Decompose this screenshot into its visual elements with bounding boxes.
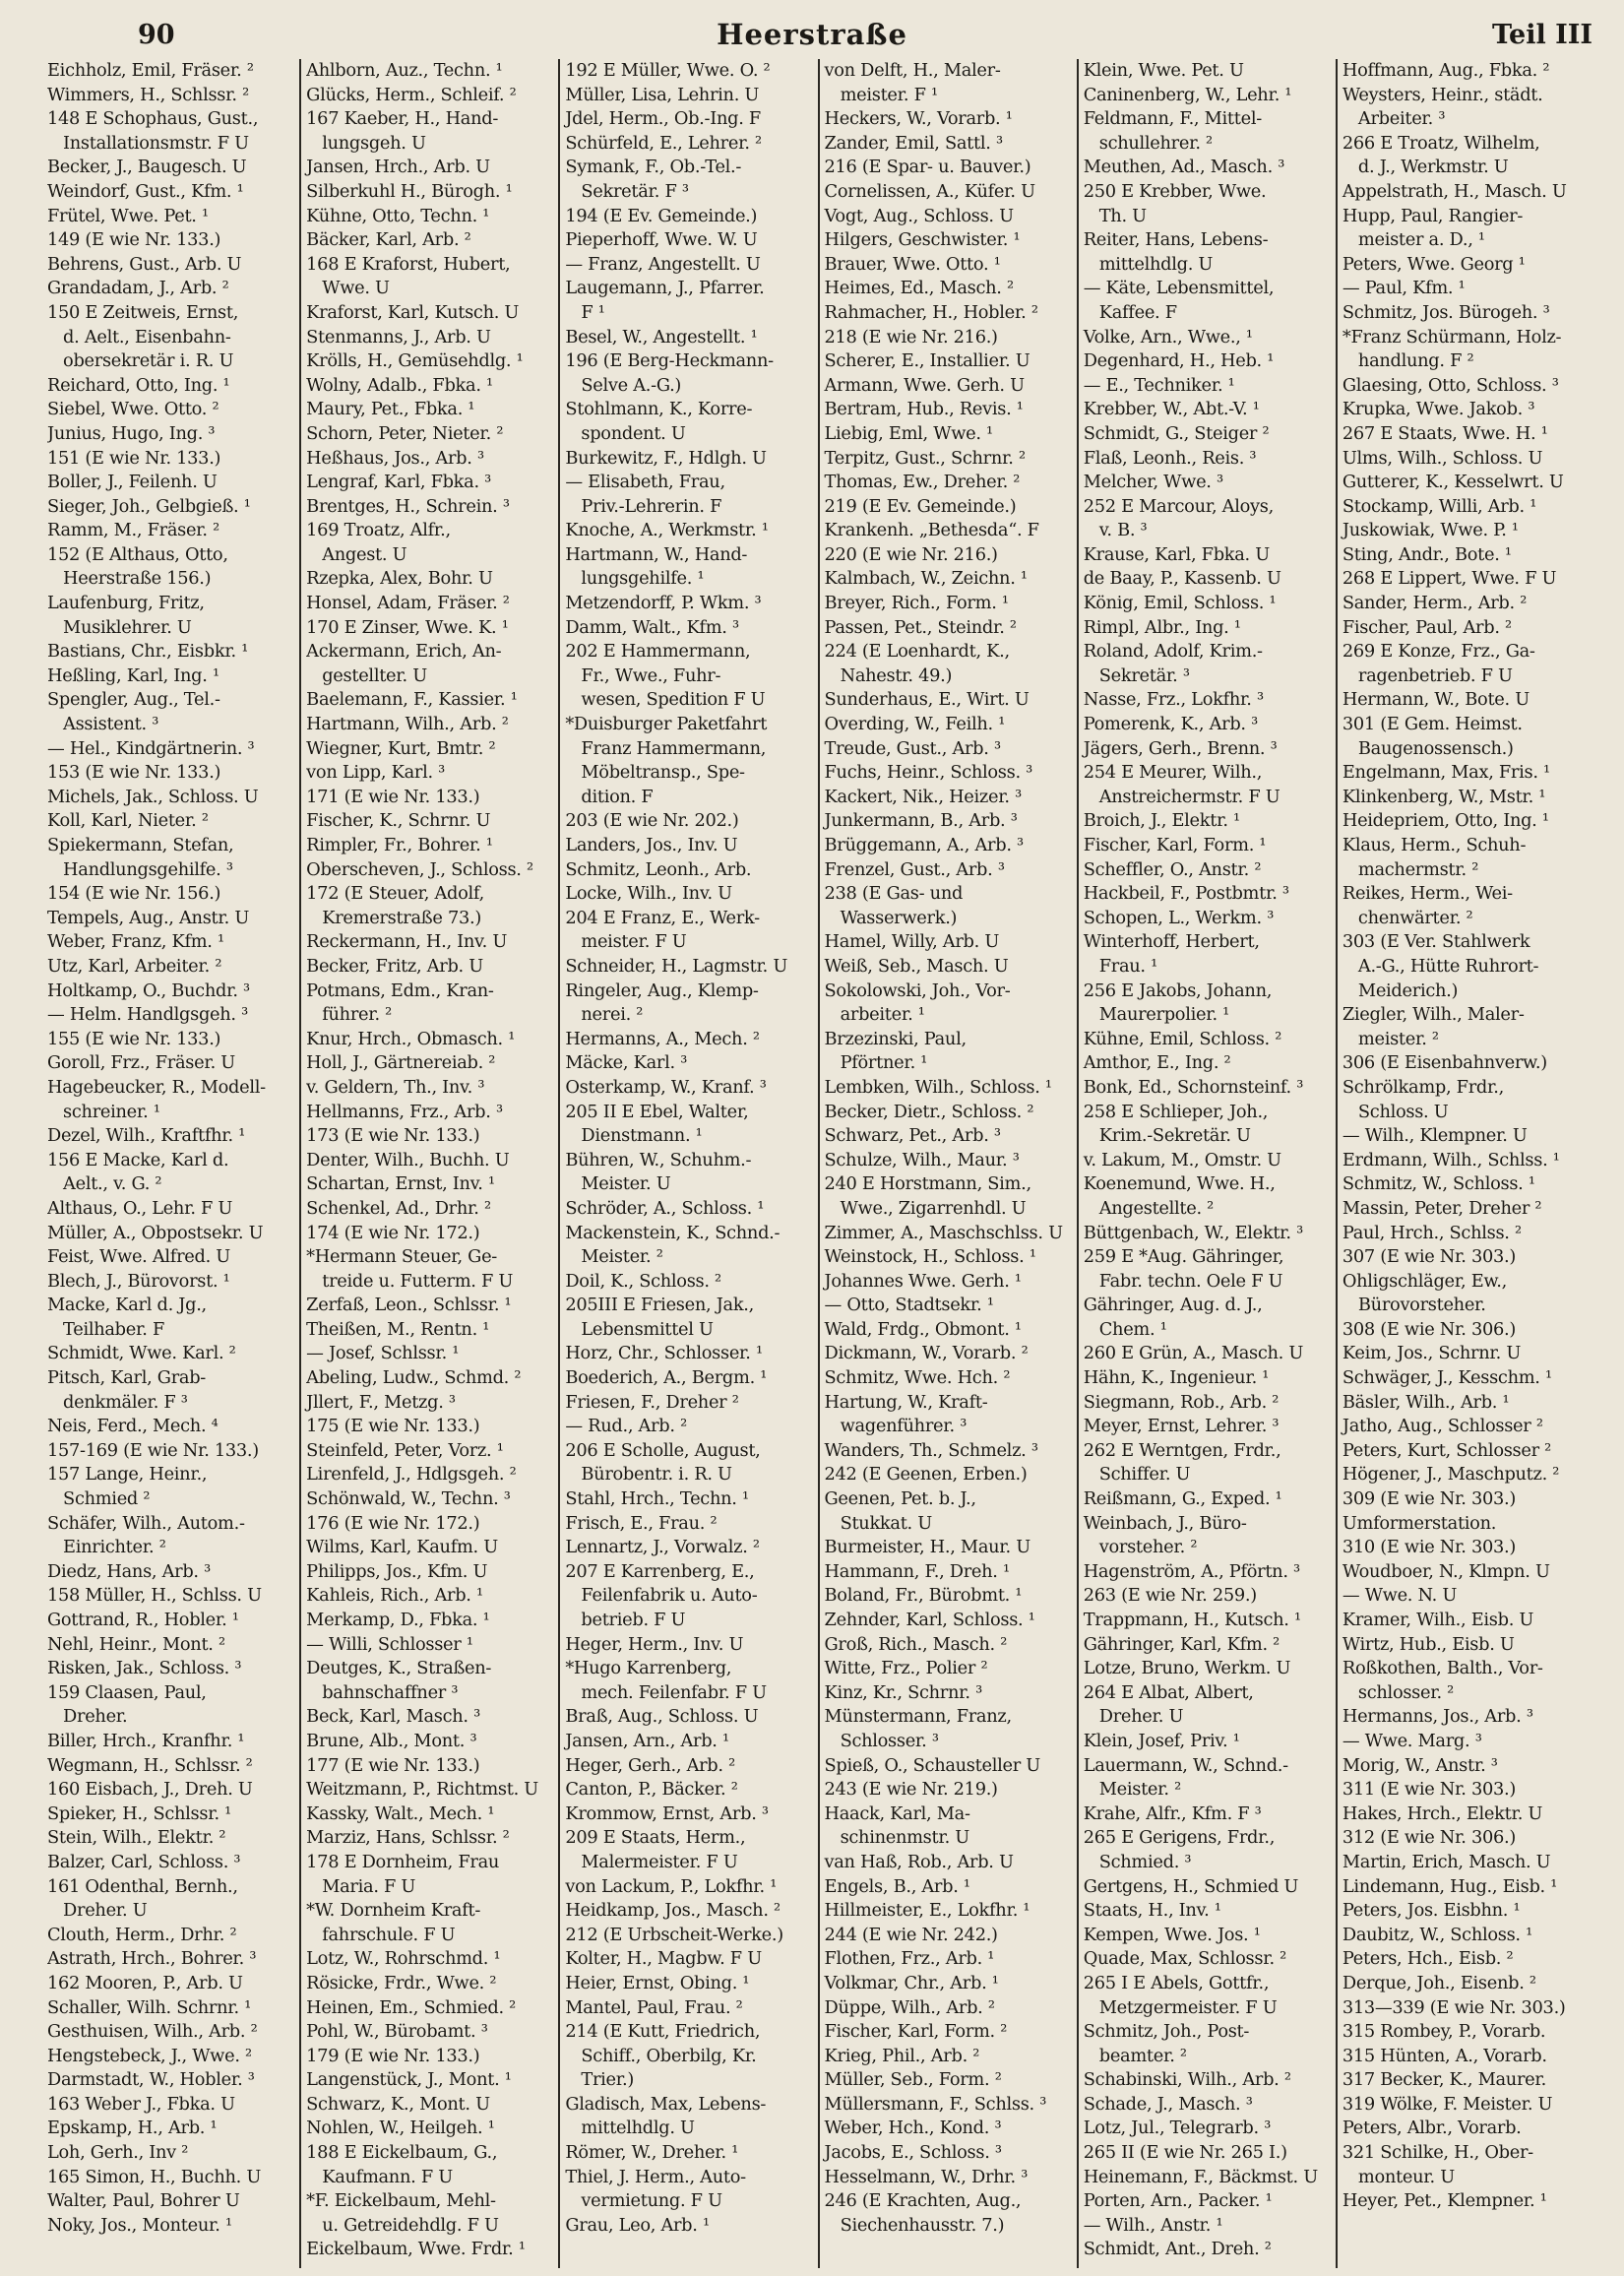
page-header xyxy=(0,16,1624,57)
directory-column-1 xyxy=(47,59,299,2268)
directory-column-5 xyxy=(1077,59,1336,2268)
directory-columns xyxy=(47,59,1594,2268)
directory-column-4 xyxy=(818,59,1077,2268)
column-5-entries: Klein, Wwe. Pet. U Caninenberg, W., Lehr. ¹ Feldmann, F., Mittel- schullehrer. ² Meuthen, Ad., Masch. ³ 250 E Krebber, Wwe. Th. U Reiter, Hans, Lebens- mittelhdlg. U — Käte, Lebensmittel, Kaffee. F Volke, Arn., Wwe., ¹ Degenhard, H., Heb. ¹ — E., Techniker. ¹ Krebber, W., Abt.-V. ¹ Schmidt, G., Steiger ² Flaß, Leonh., Reis. ³ Melcher, Wwe. ³ 252 E Marcour, Aloys, v. B. ³ Krause, Karl, Fbka. U de Baay, P., Kassenb. U König, Emil, Schloss. ¹ Rimpl, Albr., Ing. ¹ Roland, Adolf, Krim.- Sekretär. ³ Nasse, Frz., Lokfhr. ³ Pomerenk, K., Arb. ³ Jägers, Gerh., Brenn. ³ 254 E Meurer, Wilh., Anstreichermstr. F U Broich, J., Elektr. ¹ Fischer, Karl, Form. ¹ Scheffler, O., Anstr. ² Hackbeil, F., Postbmtr. ³ Schopen, L., Werkm. ³ Winterhoff, Herbert, Frau. ¹ 256 E Jakobs, Johann, Maurerpolier. ¹ Kühne, Emil, Schloss. ² Amthor, E., Ing. ² Bonk, Ed., Schornsteinf. ³ 258 E Schlieper, Joh., Krim.-Sekretär. U v. Lakum, M., Omstr. U Koenemund, Wwe. H., Angestellte. ² Büttgenbach, W., Elektr. ³ 259 E *Aug. Gähringer, Fabr. techn. Oele F U Gähringer, Aug. d. J., Chem. ¹ 260 E Grün, A., Masch. U Hähn, K., Ingenieur. ¹ Siegmann, Rob., Arb. ² Meyer, Ernst, Lehrer. ³ 262 E Werntgen, Frdr., Schiffer. U Reißmann, G., Exped. ¹ Weinbach, J., Büro- vorsteher. ² Hagenström, A., Pförtn. ³ 263 (E wie Nr. 259.) Trappmann, H., Kutsch. ¹ Gähringer, Karl, Kfm. ² Lotze, Bruno, Werkm. U 264 E Albat, Albert, Dreher. U Klein, Josef, Priv. ¹ Lauermann, W., Schnd.- Meister. ² Krahe, Alfr., Kfm. F ³ 265 E Gerigens, Frdr., Schmied. ³ Gertgens, H., Schmied U Staats, H., Inv. ¹ Kempen, Wwe. Jos. ¹ Quade, Max, Schlossr. ² 265 I E Abels, Gottfr., Metzgermeister. F U Schmitz, Joh., Post- beamter. ² Schabinski, Wilh., Arb. ² Schade, J., Masch. ³ Lotz, Jul., Telegrarb. ³ 265 II (E wie Nr. 265 I.) Heinemann, F., Bäckmst. U Porten, Arn., Packer. ¹ — Wilh., Anstr. ¹ Schmidt, Ant., Dreh. ² xyxy=(1083,60,1318,2260)
column-3-entries: 192 E Müller, Wwe. O. ² Müller, Lisa, Lehrin. U Jdel, Herm., Ob.-Ing. F Schürfeld, E., Lehrer. ² Symank, F., Ob.-Tel.- Sekretär. F ³ 194 (E Ev. Gemeinde.) Pieperhoff, Wwe. W. U — Franz, Angestellt. U Laugemann, J., Pfarrer. F ¹ Besel, W., Angestellt. ¹ 196 (E Berg-Heckmann- Selve A.-G.) Stohlmann, K., Korre- spondent. U Burkewitz, F., Hdlgh. U — Elisabeth, Frau, Priv.-Lehrerin. F Knoche, A., Werkmstr. ¹ Hartmann, W., Hand- lungsgehilfe. ¹ Metzendorff, P. Wkm. ³ Damm, Walt., Kfm. ³ 202 E Hammermann, Fr., Wwe., Fuhr- wesen, Spedition F U *Duisburger Paketfahrt Franz Hammermann, Möbeltransp., Spe- dition. F 203 (E wie Nr. 202.) Landers, Jos., Inv. U Schmitz, Leonh., Arb. Locke, Wilh., Inv. U 204 E Franz, E., Werk- meister. F U Schneider, H., Lagmstr. U Ringeler, Aug., Klemp- nerei. ² Hermanns, A., Mech. ² Mäcke, Karl. ³ Osterkamp, W., Kranf. ³ 205 II E Ebel, Walter, Dienstmann. ¹ Bühren, W., Schuhm.- Meister. U Schröder, A., Schloss. ¹ Mackenstein, K., Schnd.- Meister. ² Doil, K., Schloss. ² 205III E Friesen, Jak., Lebensmittel U Horz, Chr., Schlosser. ¹ Boederich, A., Bergm. ¹ Friesen, F., Dreher ² — Rud., Arb. ² 206 E Scholle, August, Bürobentr. i. R. U Stahl, Hrch., Techn. ¹ Frisch, E., Frau. ² Lennartz, J., Vorwalz. ² 207 E Karrenberg, E., Feilenfabrik u. Auto- betrieb. F U Heger, Herm., Inv. U *Hugo Karrenberg, mech. Feilenfabr. F U Braß, Aug., Schloss. U Jansen, Arn., Arb. ¹ Heger, Gerh., Arb. ² Canton, P., Bäcker. ² Krommow, Ernst, Arb. ³ 209 E Staats, Herm., Malermeister. F U von Lackum, P., Lokfhr. ¹ Heidkamp, Jos., Masch. ² 212 (E Urbscheit-Werke.) Kolter, H., Magbw. F U Heier, Ernst, Obing. ¹ Mantel, Paul, Frau. ² 214 (E Kutt, Friedrich, Schiff., Oberbilg, Kr. Trier.) Gladisch, Max, Lebens- mittelhdlg. U Römer, W., Dreher. ¹ Thiel, J. Herm., Auto- vermietung. F U Grau, Leo, Arb. ¹ xyxy=(565,60,788,2236)
directory-column-3 xyxy=(558,59,817,2268)
page-number: 90 xyxy=(138,20,175,50)
section-label: Teil III xyxy=(1492,20,1593,50)
column-4-entries: von Delft, H., Maler- meister. F ¹ Heckers, W., Vorarb. ¹ Zander, Emil, Sattl. ³ 216 (E Spar- u. Bauver.) Cornelissen, A., Küfer. U Vogt, Aug., Schloss. U Hilgers, Geschwister. ¹ Brauer, Wwe. Otto. ¹ Heimes, Ed., Masch. ² Rahmacher, H., Hobler. ² 218 (E wie Nr. 216.) Scherer, E., Installier. U Armann, Wwe. Gerh. U Bertram, Hub., Revis. ¹ Liebig, Eml, Wwe. ¹ Terpitz, Gust., Schrnr. ² Thomas, Ew., Dreher. ² 219 (E Ev. Gemeinde.) Krankenh. „Bethesda“. F 220 (E wie Nr. 216.) Kalmbach, W., Zeichn. ¹ Breyer, Rich., Form. ¹ Passen, Pet., Steindr. ² 224 (E Loenhardt, K., Nahestr. 49.) Sunderhaus, E., Wirt. U Overding, W., Feilh. ¹ Treude, Gust., Arb. ³ Fuchs, Heinr., Schloss. ³ Kackert, Nik., Heizer. ³ Junkermann, B., Arb. ³ Brüggemann, A., Arb. ³ Frenzel, Gust., Arb. ³ 238 (E Gas- und Wasserwerk.) Hamel, Willy, Arb. U Weiß, Seb., Masch. U Sokolowski, Joh., Vor- arbeiter. ¹ Brzezinski, Paul, Pförtner. ¹ Lembken, Wilh., Schloss. ¹ Becker, Dietr., Schloss. ² Schwarz, Pet., Arb. ³ Schulze, Wilh., Maur. ³ 240 E Horstmann, Sim., Wwe., Zigarrenhdl. U Zimmer, A., Maschschlss. U Weinstock, H., Schloss. ¹ Johannes Wwe. Gerh. ¹ — Otto, Stadtsekr. ¹ Wald, Frdg., Obmont. ¹ Dickmann, W., Vorarb. ² Schmitz, Wwe. Hch. ² Hartung, W., Kraft- wagenführer. ³ Wanders, Th., Schmelz. ³ 242 (E Geenen, Erben.) Geenen, Pet. b. J., Stukkat. U Burmeister, H., Maur. U Hammann, F., Dreh. ¹ Boland, Fr., Bürobmt. ¹ Zehnder, Karl, Schloss. ¹ Groß, Rich., Masch. ² Witte, Frz., Polier ² Kinz, Kr., Schrnr. ³ Münstermann, Franz, Schlosser. ³ Spieß, O., Schausteller U 243 (E wie Nr. 219.) Haack, Karl, Ma- schinenmstr. U van Haß, Rob., Arb. U Engels, B., Arb. ¹ Hillmeister, E., Lokfhr. ¹ 244 (E wie Nr. 242.) Flothen, Frz., Arb. ¹ Volkmar, Chr., Arb. ¹ Düppe, Wilh., Arb. ² Fischer, Karl, Form. ² Krieg, Phil., Arb. ² Müller, Seb., Form. ² Müllersmann, F., Schlss. ³ Weber, Hch., Kond. ³ Jacobs, E., Schloss. ³ Hesselmann, W., Drhr. ³ 246 (E Krachten, Aug., Siechenhausstr. 7.) xyxy=(824,60,1063,2236)
column-1-entries: Eichholz, Emil, Fräser. ² Wimmers, H., Schlssr. ² 148 E Schophaus, Gust., Installationsmstr. F U Becker, J., Baugesch. U Weindorf, Gust., Kfm. ¹ Frütel, Wwe. Pet. ¹ 149 (E wie Nr. 133.) Behrens, Gust., Arb. U Grandadam, J., Arb. ² 150 E Zeitweis, Ernst, d. Aelt., Eisenbahn- obersekretär i. R. U Reichard, Otto, Ing. ¹ Siebel, Wwe. Otto. ² Junius, Hugo, Ing. ³ 151 (E wie Nr. 133.) Boller, J., Feilenh. U Sieger, Joh., Gelbgieß. ¹ Ramm, M., Fräser. ² 152 (E Althaus, Otto, Heerstraße 156.) Laufenburg, Fritz, Musiklehrer. U Bastians, Chr., Eisbkr. ¹ Heßling, Karl, Ing. ¹ Spengler, Aug., Tel.- Assistent. ³ — Hel., Kindgärtnerin. ³ 153 (E wie Nr. 133.) Michels, Jak., Schloss. U Koll, Karl, Nieter. ² Spiekermann, Stefan, Handlungsgehilfe. ³ 154 (E wie Nr. 156.) Tempels, Aug., Anstr. U Weber, Franz, Kfm. ¹ Utz, Karl, Arbeiter. ² Holtkamp, O., Buchdr. ³ — Helm. Handlgsgeh. ³ 155 (E wie Nr. 133.) Goroll, Frz., Fräser. U Hagebeucker, R., Modell- schreiner. ¹ Dezel, Wilh., Kraftfhr. ¹ 156 E Macke, Karl d. Aelt., v. G. ² Althaus, O., Lehr. F U Müller, A., Obpostsekr. U Feist, Wwe. Alfred. U Blech, J., Bürovorst. ¹ Macke, Karl d. Jg., Teilhaber. F Schmidt, Wwe. Karl. ² Pitsch, Karl, Grab- denkmäler. F ³ Neis, Ferd., Mech. ⁴ 157-169 (E wie Nr. 133.) 157 Lange, Heinr., Schmied ² Schäfer, Wilh., Autom.- Einrichter. ² Diedz, Hans, Arb. ³ 158 Müller, H., Schlss. U Gottrand, R., Hobler. ¹ Nehl, Heinr., Mont. ² Risken, Jak., Schloss. ³ 159 Claasen, Paul, Dreher. Biller, Hrch., Kranfhr. ¹ Wegmann, H., Schlssr. ² 160 Eisbach, J., Dreh. U Spieker, H., Schlssr. ¹ Stein, Wilh., Elektr. ² Balzer, Carl, Schloss. ³ 161 Odenthal, Bernh., Dreher. U Clouth, Herm., Drhr. ² Astrath, Hrch., Bohrer. ³ 162 Mooren, P., Arb. U Schaller, Wilh. Schrnr. ¹ Gesthuisen, Wilh., Arb. ² Hengstebeck, J., Wwe. ² Darmstadt, W., Hobler. ³ 163 Weber J., Fbka. U Epskamp, H., Arb. ¹ Loh, Gerh., Inv ² 165 Simon, H., Buchh. U Walter, Paul, Bohrer U Noky, Jos., Monteur. ¹ xyxy=(47,60,266,2236)
directory-column-6 xyxy=(1336,59,1594,2268)
column-6-entries: Hoffmann, Aug., Fbka. ² Weysters, Heinr., städt. Arbeiter. ³ 266 E Troatz, Wilhelm, d. J., Werkmstr. U Appelstrath, H., Masch. U Hupp, Paul, Rangier- meister a. D., ¹ Peters, Wwe. Georg ¹ — Paul, Kfm. ¹ Schmitz, Jos. Bürogeh. ³ *Franz Schürmann, Holz- handlung. F ² Glaesing, Otto, Schloss. ³ Krupka, Wwe. Jakob. ³ 267 E Staats, Wwe. H. ¹ Ulms, Wilh., Schloss. U Gutterer, K., Kesselwrt. U Stockamp, Willi, Arb. ¹ Juskowiak, Wwe. P. ¹ Sting, Andr., Bote. ¹ 268 E Lippert, Wwe. F U Sander, Herm., Arb. ² Fischer, Paul, Arb. ² 269 E Konze, Frz., Ga- ragenbetrieb. F U Hermann, W., Bote. U 301 (E Gem. Heimst. Baugenossensch.) Engelmann, Max, Fris. ¹ Klinkenberg, W., Mstr. ¹ Heidepriem, Otto, Ing. ¹ Klaus, Herm., Schuh- machermstr. ² Reikes, Herm., Wei- chenwärter. ² 303 (E Ver. Stahlwerk A.-G., Hütte Ruhrort- Meiderich.) Ziegler, Wilh., Maler- meister. ² 306 (E Eisenbahnverw.) Schrölkamp, Frdr., Schloss. U — Wilh., Klempner. U Erdmann, Wilh., Schlss. ¹ Schmitz, W., Schloss. ¹ Massin, Peter, Dreher ² Paul, Hrch., Schlss. ² 307 (E wie Nr. 303.) Ohligschläger, Ew., Bürovorsteher. 308 (E wie Nr. 306.) Keim, Jos., Schrnr. U Schwäger, J., Kesschm. ¹ Bäsler, Wilh., Arb. ¹ Jatho, Aug., Schlosser ² Peters, Kurt, Schlosser ² Högener, J., Maschputz. ² 309 (E wie Nr. 303.) Umformerstation. 310 (E wie Nr. 303.) Woudboer, N., Klmpn. U — Wwe. N. U Kramer, Wilh., Eisb. U Wirtz, Hub., Eisb. U Roßkothen, Balth., Vor- schlosser. ² Hermanns, Jos., Arb. ³ — Wwe. Marg. ³ Morig, W., Anstr. ³ 311 (E wie Nr. 303.) Hakes, Hrch., Elektr. U 312 (E wie Nr. 306.) Martin, Erich, Masch. U Lindemann, Hug., Eisb. ¹ Peters, Jos. Eisbhn. ¹ Daubitz, W., Schloss. ¹ Peters, Hch., Eisb. ² Derque, Joh., Eisenb. ² 313—339 (E wie Nr. 303.) 315 Rombey, P., Vorarb. 315 Hünten, A., Vorarb. 317 Becker, K., Maurer. 319 Wölke, F. Meister. U Peters, Albr., Vorarb. 321 Schilke, H., Ober- monteur. U Heyer, Pet., Klempner. ¹ xyxy=(1342,60,1567,2212)
directory-column-2 xyxy=(299,59,558,2268)
street-title: Heerstraße xyxy=(717,18,907,51)
column-2-entries: Ahlborn, Auz., Techn. ¹ Glücks, Herm., Schleif. ² 167 Kaeber, H., Hand- lungsgeh. U Jansen, Hrch., Arb. U Silberkuhl H., Bürogh. ¹ Kühne, Otto, Techn. ¹ Bäcker, Karl, Arb. ² 168 E Kraforst, Hubert, Wwe. U Kraforst, Karl, Kutsch. U Stenmanns, J., Arb. U Krölls, H., Gemüsehdlg. ¹ Wolny, Adalb., Fbka. ¹ Maury, Pet., Fbka. ¹ Schorn, Peter, Nieter. ² Heßhaus, Jos., Arb. ³ Lengraf, Karl, Fbka. ³ Brentges, H., Schrein. ³ 169 Troatz, Alfr., Angest. U Rzepka, Alex, Bohr. U Honsel, Adam, Fräser. ² 170 E Zinser, Wwe. K. ¹ Ackermann, Erich, An- gestellter. U Baelemann, F., Kassier. ¹ Hartmann, Wilh., Arb. ² Wiegner, Kurt, Bmtr. ² von Lipp, Karl. ³ 171 (E wie Nr. 133.) Fischer, K., Schrnr. U Rimpler, Fr., Bohrer. ¹ Oberscheven, J., Schloss. ² 172 (E Steuer, Adolf, Kremerstraße 73.) Reckermann, H., Inv. U Becker, Fritz, Arb. U Potmans, Edm., Kran- führer. ² Knur, Hrch., Obmasch. ¹ Holl, J., Gärtnereiab. ² v. Geldern, Th., Inv. ³ Hellmanns, Frz., Arb. ³ 173 (E wie Nr. 133.) Denter, Wilh., Buchh. U Schartan, Ernst, Inv. ¹ Schenkel, Ad., Drhr. ² 174 (E wie Nr. 172.) *Hermann Steuer, Ge- treide u. Futterm. F U Zerfaß, Leon., Schlssr. ¹ Theißen, M., Rentn. ¹ — Josef, Schlssr. ¹ Abeling, Ludw., Schmd. ² Jllert, F., Metzg. ³ 175 (E wie Nr. 133.) Steinfeld, Peter, Vorz. ¹ Lirenfeld, J., Hdlgsgeh. ² Schönwald, W., Techn. ³ 176 (E wie Nr. 172.) Wilms, Karl, Kaufm. U Philipps, Jos., Kfm. U Kahleis, Rich., Arb. ¹ Merkamp, D., Fbka. ¹ — Willi, Schlosser ¹ Deutges, K., Straßen- bahnschaffner ³ Beck, Karl, Masch. ³ Brune, Alb., Mont. ³ 177 (E wie Nr. 133.) Weitzmann, P., Richtmst. U Kassky, Walt., Mech. ¹ Marziz, Hans, Schlssr. ² 178 E Dornheim, Frau Maria. F U *W. Dornheim Kraft- fahrschule. F U Lotz, W., Rohrschmd. ¹ Rösicke, Frdr., Wwe. ² Heinen, Em., Schmied. ² Pohl, W., Bürobamt. ³ 179 (E wie Nr. 133.) Langenstück, J., Mont. ¹ Schwarz, K., Mont. U Nohlen, W., Heilgeh. ¹ 188 E Eickelbaum, G., Kaufmann. F U *F. Eickelbaum, Mehl- u. Getreidehdlg. F U Eickelbaum, Wwe. Frdr. ¹ xyxy=(306,60,538,2260)
